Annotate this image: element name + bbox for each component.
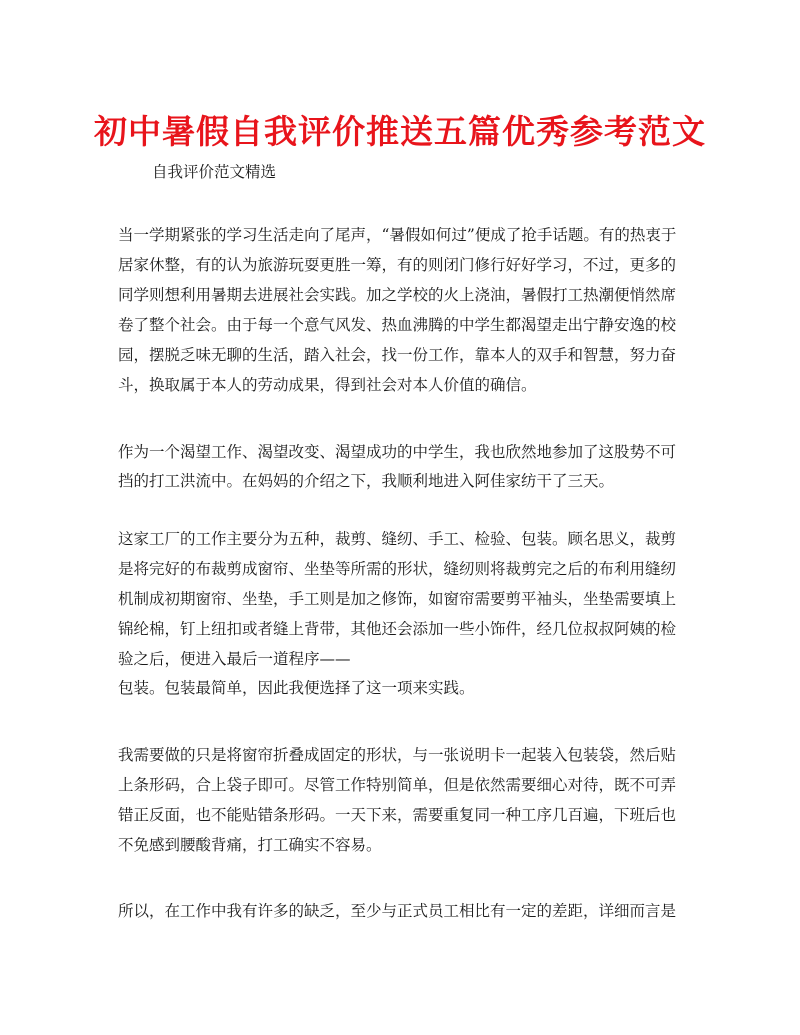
paragraph-1-line-5: 园，摆脱乏味无聊的生活，踏入社会，找一份工作，靠本人的双手和智慧，努力奋 xyxy=(118,346,677,364)
paragraph-4-line-4: 不免感到腰酸背痛，打工确实不容易。 xyxy=(118,836,382,854)
paragraph-1-line-2: 居家休整，有的认为旅游玩耍更胜一筹，有的则闭门修行好好学习，不过，更多的 xyxy=(118,256,677,274)
paragraph-4-line-2: 上条形码，合上袋子即可。尽管工作特别简单，但是依然需要细心对待，既不可弄 xyxy=(118,776,677,794)
paragraph-3-line-6: 包装。包装最简单，因此我便选择了这一项来实践。 xyxy=(118,679,475,697)
paragraph-3-line-5: 验之后，便进入最后一道程序—— xyxy=(118,650,351,668)
paragraph-2-line-1: 作为一个渴望工作、渴望改变、渴望成功的中学生，我也欣然地参加了这股势不可 xyxy=(118,443,677,461)
paragraph-3-line-3: 机制成初期窗帘、坐垫，手工则是加之修饰，如窗帘需要剪平袖头，坐垫需要填上 xyxy=(118,590,677,608)
document-subtitle: 自我评价范文精选 xyxy=(152,163,277,181)
paragraph-3-line-2: 是将完好的布裁剪成窗帘、坐垫等所需的形状，缝纫则将裁剪完之后的布利用缝纫 xyxy=(118,560,677,578)
paragraph-1-line-1: 当一学期紧张的学习生活走向了尾声，“暑假如何过”便成了抢手话题。有的热衷于 xyxy=(118,226,677,244)
paragraph-3-line-1: 这家工厂的工作主要分为五种，裁剪、缝纫、手工、检验、包装。顾名思义，裁剪 xyxy=(118,530,677,548)
paragraph-5-line-1: 所以，在工作中我有许多的缺乏，至少与正式员工相比有一定的差距，详细而言是 xyxy=(118,902,677,920)
paragraph-4-line-3: 错正反面，也不能贴错条形码。一天下来，需要重复同一种工序几百遍，下班后也 xyxy=(118,806,677,824)
paragraph-1-line-3: 同学则想利用暑期去进展社会实践。加之学校的火上浇油，暑假打工热潮便悄然席 xyxy=(118,286,677,304)
paragraph-3-line-4: 锦纶棉，钉上纽扣或者缝上背带，其他还会添加一些小饰件，经几位叔叔阿姨的检 xyxy=(118,620,677,638)
paragraph-2-line-2: 挡的打工洪流中。在妈妈的介绍之下，我顺利地进入阿佳家纺干了三天。 xyxy=(118,472,615,490)
paragraph-1-line-4: 卷了整个社会。由于每一个意气风发、热血沸腾的中学生都渴望走出宁静安逸的校 xyxy=(118,316,677,334)
paragraph-4-line-1: 我需要做的只是将窗帘折叠成固定的形状，与一张说明卡一起装入包装袋，然后贴 xyxy=(118,746,677,764)
paragraph-1-line-6: 斗，换取属于本人的劳动成果，得到社会对本人价值的确信。 xyxy=(118,376,537,394)
document-title: 初中暑假自我评价推送五篇优秀参考范文 xyxy=(94,112,706,151)
